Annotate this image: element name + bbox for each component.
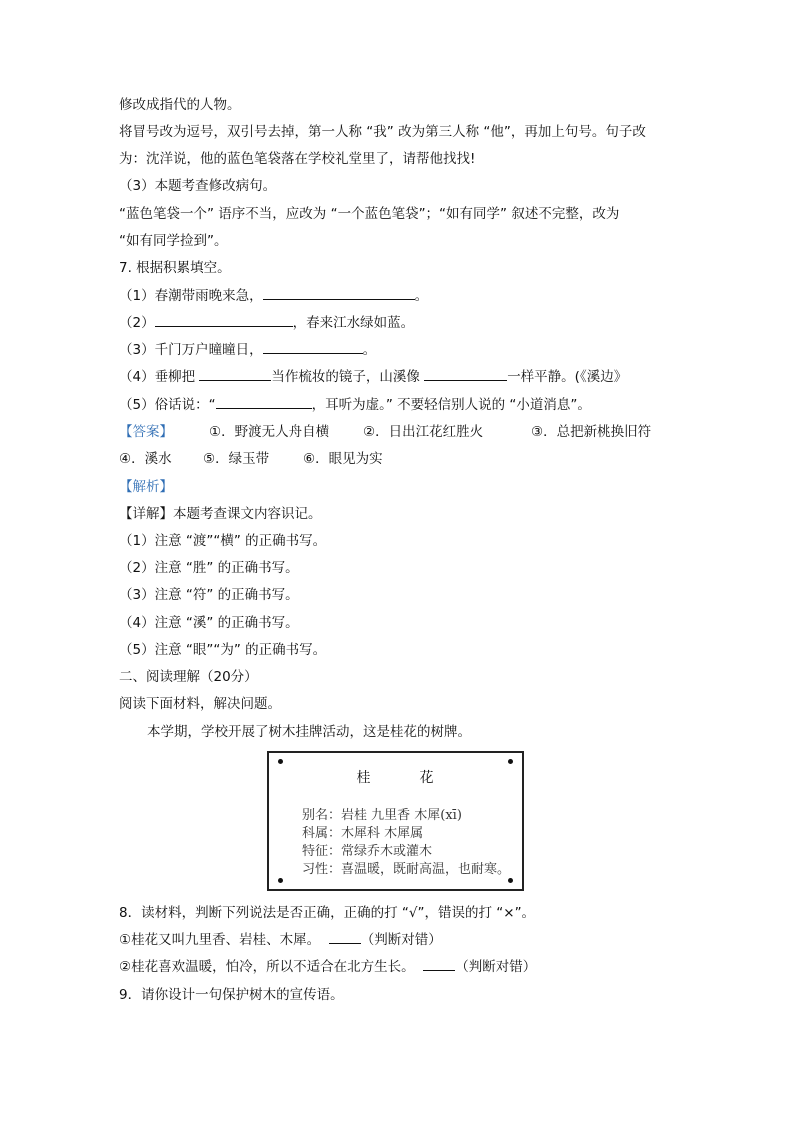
question-9-title: 9．请你设计一句保护树木的宣传语。 [119, 987, 344, 1003]
question-7-item-5 [119, 395, 591, 415]
text-line: “蓝色笔袋一个” 语序不当，应改为 “一个蓝色笔袋”；“如有同学” 叙述不完整，改为 [119, 206, 620, 222]
item-text: ，春来江水绿如蓝。 [292, 315, 415, 331]
answer-item: ⑥．眼见为实 [303, 451, 383, 467]
question-8-title: 8．读材料，判断下列说法是否正确，正确的打 “√”，错误的打 “×”。 [119, 905, 536, 921]
sign-title-char: 桂 [356, 770, 372, 786]
fill-blank [329, 930, 361, 944]
item-text: 。 [414, 288, 429, 304]
section-heading: 二、阅读理解（20分） [119, 669, 258, 685]
question-7-item-1 [119, 286, 428, 306]
text-line: “如有同学捡到”。 [119, 233, 228, 249]
detail-item: （5）注意 “眼”“为” 的正确书写。 [119, 642, 327, 658]
nail-dot [508, 759, 513, 764]
answer-row-1 [119, 422, 651, 442]
analysis-label: 【解析】 [119, 479, 173, 495]
fill-blank [423, 957, 455, 971]
text-line: 本学期，学校开展了树木挂牌活动，这是桂花的树牌。 [147, 724, 471, 740]
answer-label: 【答案】 [119, 424, 173, 440]
answer-item: ④．溪水 [119, 451, 172, 467]
answer-item: ⑤．绿玉带 [203, 451, 270, 467]
text-line: 为：沈洋说，他的蓝色笔袋落在学校礼堂里了，请帮他找找! [119, 151, 476, 167]
item-text: ①桂花又叫九里香、岩桂、木犀。 [119, 932, 321, 948]
text-line: （3）本题考查修改病句。 [119, 178, 277, 194]
detail-item: （3）注意 “符” 的正确书写。 [119, 587, 299, 603]
item-text: （2） [119, 315, 155, 331]
item-text: 当作梳妆的镜子，山溪像 [271, 369, 420, 385]
answer-item: ③．总把新桃换旧符 [531, 424, 652, 440]
answer-row-2 [119, 449, 383, 469]
item-text: （判断对错） [455, 959, 537, 975]
text-line: 阅读下面材料，解决问题。 [119, 696, 281, 712]
text-line: 将冒号改为逗号，双引号去掉，第一人称 “我” 改为第三人称 “他”，再加上句号。句子改 [119, 124, 646, 140]
question-7-item-2 [119, 313, 414, 333]
fill-blank [424, 367, 507, 381]
sign-title [269, 767, 522, 787]
text-line: 修改成指代的人物。 [119, 97, 241, 113]
item-text: （4）垂柳把 [119, 369, 196, 385]
question-7-item-4 [119, 367, 627, 387]
detail-item: （1）注意 “渡”“横” 的正确书写。 [119, 533, 327, 549]
fill-blank [263, 340, 363, 354]
fill-blank [155, 313, 293, 327]
item-text: 一样平静。(《溪边》 [507, 369, 628, 385]
detail-item: （4）注意 “溪” 的正确书写。 [119, 615, 299, 631]
sign-family: 科属：木犀科 木犀属 [302, 826, 424, 841]
question-8-item-1 [119, 930, 442, 950]
item-text: ②桂花喜欢温暖，怕冷，所以不适合在北方生长。 [119, 959, 415, 975]
tree-sign-board [267, 751, 524, 891]
detail-line: 【详解】本题考查课文内容识记。 [119, 506, 322, 522]
fill-blank [199, 367, 271, 381]
item-text: 。 [362, 342, 377, 358]
question-8-item-2 [119, 957, 536, 977]
item-text: （3）千门万户曈曈日， [119, 342, 263, 358]
question-7-title: 7. 根据积累填空。 [119, 260, 231, 276]
nail-dot [278, 759, 283, 764]
item-text: ，耳听为虚。” 不要轻信别人说的 “小道消息”。 [311, 397, 591, 413]
item-text: （5）俗话说：“ [119, 397, 216, 413]
sign-alias: 别名：岩桂 九里香 木犀(xī) [302, 808, 462, 823]
sign-title-char: 花 [419, 770, 435, 786]
detail-item: （2）注意 “胜” 的正确书写。 [119, 560, 299, 576]
answer-item: ①．野渡无人舟自横 [209, 424, 330, 440]
answer-item: ②．日出江花红胜火 [363, 424, 484, 440]
sign-feature: 特征：常绿乔木或灌木 [302, 844, 433, 859]
sign-habit: 习性：喜温暖，既耐高温，也耐寒。 [302, 862, 511, 877]
item-text: （判断对错） [360, 932, 442, 948]
question-7-item-3 [119, 340, 376, 360]
fill-blank [216, 395, 312, 409]
nail-dot [278, 878, 283, 883]
fill-blank [263, 286, 415, 300]
item-text: （1）春潮带雨晚来急， [119, 288, 263, 304]
